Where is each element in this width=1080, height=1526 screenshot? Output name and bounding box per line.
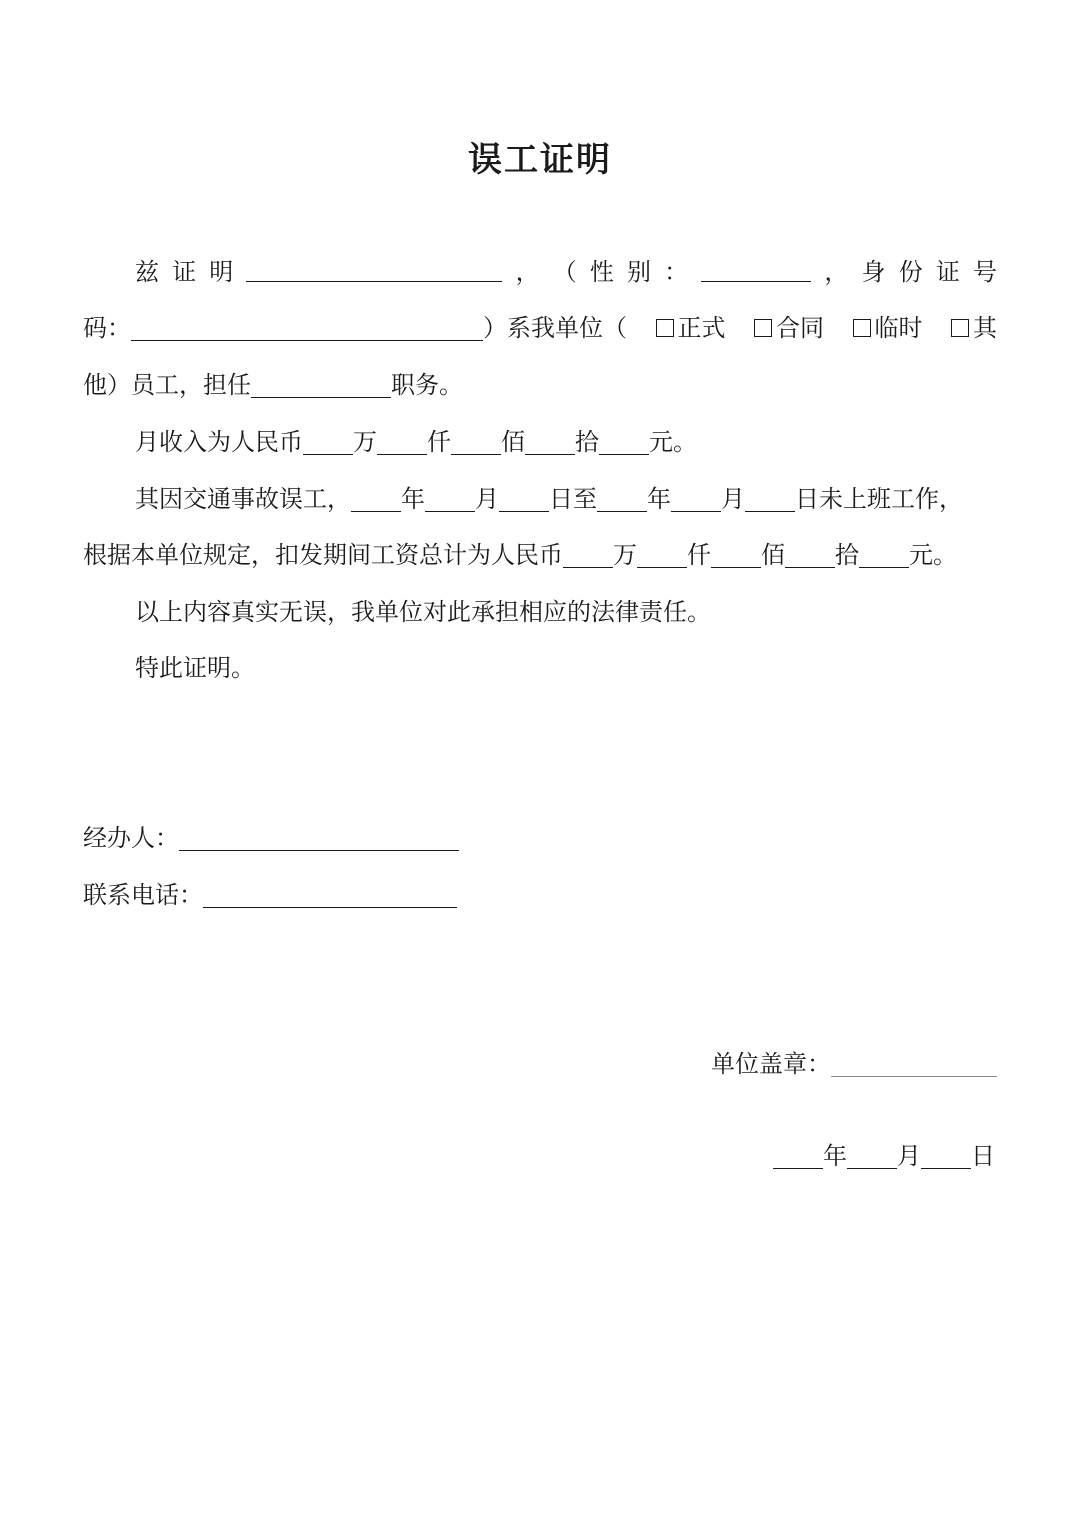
income-yuan-blank[interactable]	[599, 428, 649, 455]
paren-open: （	[552, 258, 577, 286]
income-wan-blank[interactable]	[303, 428, 353, 455]
sign-month-blank[interactable]	[847, 1142, 897, 1169]
accident-line: 其因交通事故误工， 年 月 日至 年 月 日未上班工作，	[135, 485, 963, 513]
intro-char: 明	[209, 258, 234, 286]
intro-char: 兹	[135, 258, 159, 286]
seal-label: 单位盖章：	[711, 1050, 831, 1078]
wage-qian-blank[interactable]	[637, 541, 687, 568]
intro-line	[135, 252, 997, 292]
handler-line	[83, 818, 459, 858]
wage-yuan-blank[interactable]	[859, 541, 909, 568]
start-year-blank[interactable]	[351, 485, 401, 512]
name-blank[interactable]	[246, 255, 502, 282]
phone-line	[83, 875, 457, 915]
income-qian-blank[interactable]	[377, 428, 427, 455]
checkbox-icon[interactable]	[656, 319, 674, 337]
end-day-blank[interactable]	[745, 485, 795, 512]
sign-year-blank[interactable]	[773, 1142, 823, 1169]
id-line	[83, 308, 997, 348]
option-contract[interactable]: 合同	[754, 308, 824, 348]
id-char: 份	[898, 258, 923, 286]
start-month-blank[interactable]	[425, 485, 475, 512]
handler-blank[interactable]	[179, 824, 459, 851]
option-temporary[interactable]: 临时	[853, 308, 923, 348]
employment-text: ）系我单位（	[483, 314, 627, 342]
option-other[interactable]: 其	[951, 308, 997, 348]
option-formal[interactable]: 正式	[656, 308, 726, 348]
start-day-blank[interactable]	[499, 485, 549, 512]
id-char: 号	[972, 258, 997, 286]
checkbox-icon[interactable]	[754, 319, 772, 337]
id-prefix: 码：	[83, 314, 131, 342]
id-char: 身	[861, 258, 886, 286]
seal-blank[interactable]	[831, 1050, 997, 1077]
checkbox-icon[interactable]	[853, 319, 871, 337]
id-number-blank[interactable]	[131, 314, 483, 341]
comma: ，	[515, 258, 540, 286]
closing-statement: 特此证明。	[135, 654, 255, 682]
end-month-blank[interactable]	[671, 485, 721, 512]
wage-shi-blank[interactable]	[785, 541, 835, 568]
handler-label: 经办人：	[83, 824, 179, 852]
page-title: 误工证明	[468, 140, 612, 180]
id-char: 证	[935, 258, 960, 286]
seal-line	[711, 1044, 997, 1084]
date-line: 年 月 日	[773, 1136, 995, 1176]
checkbox-icon[interactable]	[951, 319, 969, 337]
intro-char: 证	[172, 258, 197, 286]
wage-wan-blank[interactable]	[563, 541, 613, 568]
gender-char: ：	[664, 258, 689, 286]
truth-statement: 以上内容真实无误，我单位对此承担相应的法律责任。	[135, 598, 711, 626]
end-year-blank[interactable]	[597, 485, 647, 512]
sign-day-blank[interactable]	[921, 1142, 971, 1169]
income-bai-blank[interactable]	[451, 428, 501, 455]
gender-char: 别	[626, 258, 651, 286]
position-blank[interactable]	[251, 371, 391, 398]
income-line: 月收入为人民币 万 仟 佰 拾 元。	[135, 428, 697, 456]
phone-blank[interactable]	[203, 881, 457, 908]
position-line: 他）员工，担任 职务。	[83, 371, 463, 399]
income-shi-blank[interactable]	[525, 428, 575, 455]
wage-bai-blank[interactable]	[711, 541, 761, 568]
gender-char: 性	[589, 258, 614, 286]
gender-blank[interactable]	[701, 255, 811, 282]
comma: ，	[824, 258, 849, 286]
wage-line: 根据本单位规定，扣发期间工资总计为人民币 万 仟 佰 拾 元。	[83, 541, 957, 569]
phone-label: 联系电话：	[83, 881, 203, 909]
